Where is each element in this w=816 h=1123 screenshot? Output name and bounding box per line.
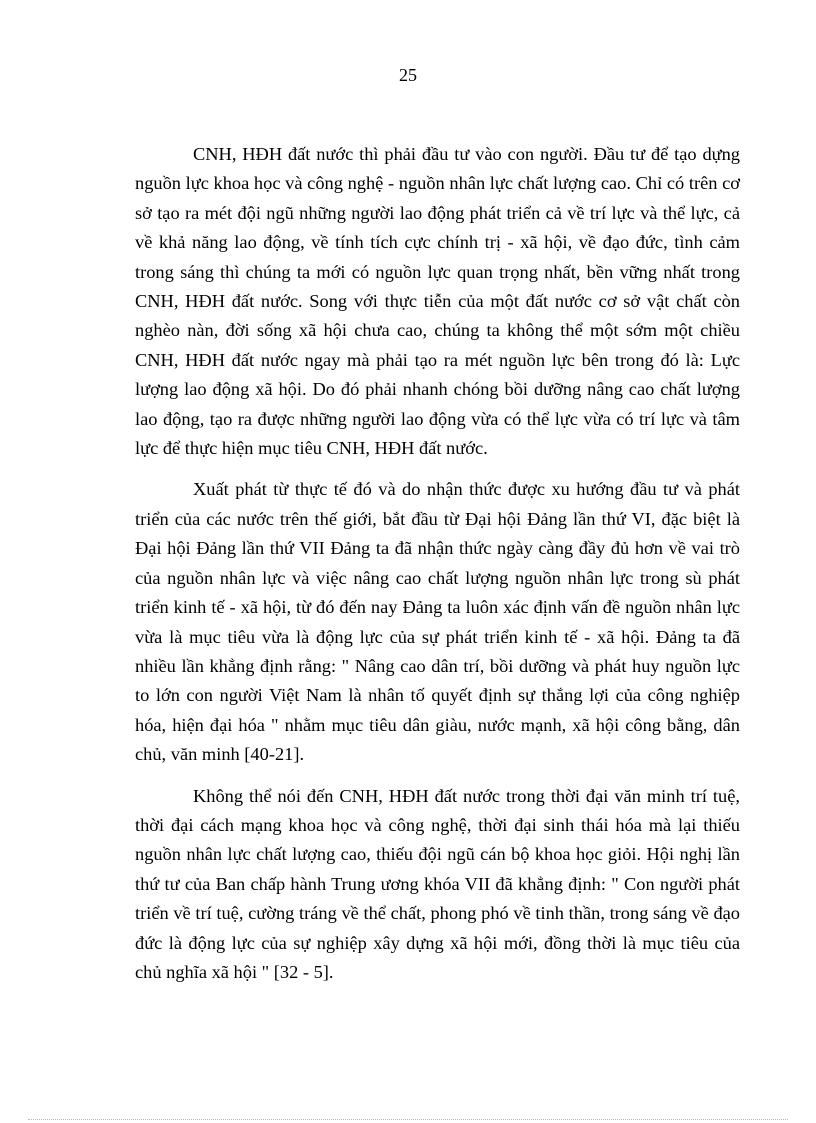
paragraph-2: Xuất phát từ thực tế đó và do nhận thức được xu hướng đầu tư và phát triển của các nước trên thế giới, bắt đầu từ Đại hội Đảng lần thứ VI, đặc biệt là Đại hội Đảng lần thứ VII Đảng ta đã nhận thức ngày càng đầy đủ hơn về vai trò của nguồn nhân lực và việc nâng cao chất lượng nguồn nhân lực trong sù phát triển kinh tế - xã hội, từ đó đến nay Đảng ta luôn xác định vấn đề nguồn nhân lực vừa là mục tiêu vừa là động lực của sự phát triển kinh tế - xã hội. Đảng ta đã nhiều lần khẳng định rằng: " Nâng cao dân trí, bồi dưỡng và phát huy nguồn lực to lớn con người Việt Nam là nhân tố quyết định sự thắng lợi của công nghiệp hóa, hiện đại hóa " nhằm mục tiêu dân giàu, nước mạnh, xã hội công bằng, dân chủ, văn minh [40-21]. <box>135 479 740 765</box>
body-text <box>135 140 740 987</box>
paragraph-3: Không thể nói đến CNH, HĐH đất nước trong thời đại văn minh trí tuệ, thời đại cách mạng khoa học và công nghệ, thời đại sinh thái hóa mà lại thiếu nguồn nhân lực chất lượng cao, thiếu đội ngũ cán bộ khoa học giỏi. Hội nghị lần thứ tư của Ban chấp hành Trung ương khóa VII đã khẳng định: " Con người phát triển về trí tuệ, cường tráng về thể chất, phong phó về tinh thần, trong sáng về đạo đức là động lực của sự nghiệp xây dựng xã hội mới, đồng thời là mục tiêu của chủ nghĩa xã hội " [32 - 5]. <box>135 785 740 982</box>
paragraph-1: CNH, HĐH đất nước thì phải đầu tư vào con người. Đầu tư để tạo dựng nguồn lực khoa học và công nghệ - nguồn nhân lực chất lượng cao. Chỉ có trên cơ sở tạo ra mét đội ngũ những người lao động phát triển cả về trí lực và thể lực, cả về khả năng lao động, về tính tích cực chính trị - xã hội, về đạo đức, tình cảm trong sáng thì chúng ta mới có nguồn lực quan trọng nhất, bền vững nhất trong CNH, HĐH đất nước. Song với thực tiễn của một đất nước cơ sở vật chất còn nghèo nàn, đời sống xã hội chưa cao, chúng ta không thể một sớm một chiều CNH, HĐH đất nước ngay mà phải tạo ra mét nguồn lực bên trong đó là: Lực lượng lao động xã hội. Do đó phải nhanh chóng bồi dưỡng nâng cao chất lượng lao động, tạo ra được những người lao động vừa có thể lực vừa có trí lực và tâm lực để thực hiện mục tiêu CNH, HĐH đất nước. <box>135 144 740 459</box>
page-bottom-divider <box>28 1119 788 1120</box>
page-number: 25 <box>399 65 417 85</box>
